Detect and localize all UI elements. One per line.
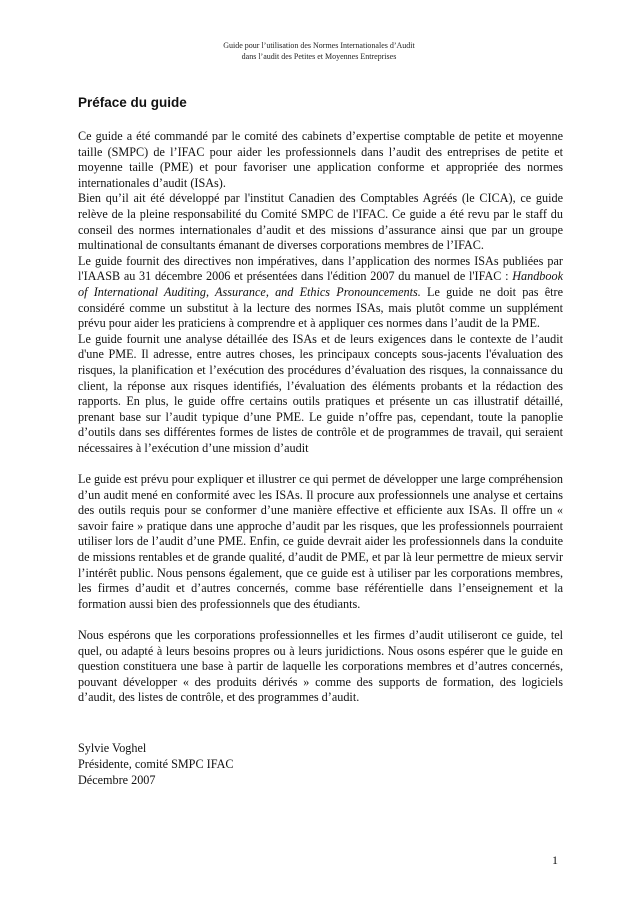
signature-role: Présidente, comité SMPC IFAC — [78, 757, 234, 771]
paragraph-analysis: Le guide fournit une analyse détaillée des ISAs et de leurs exigences dans le contexte de l’audit d'une PME. Il adresse, entre autres choses, les principaux concepts sous-jacents l'évaluation des risques, la planification et l’exécution des procédures d’évaluation des risques, la connaissance du client, la réponse aux risques identifiés, l’évaluation des éléments probants et la rédaction des rapports. En plus, le guide offre certains outils pratiques et présente un cas illustratif détaillé, prenant base sur l’audit typique d’une PME. Le guide n’offre pas, cependant, toute la panoplie d’outils dans ses différentes formes de listes de contrôle et de programmes de travail, qui seraient nécessaires à l’exécution d’une mission d’audit — [78, 331, 563, 455]
paragraph-purpose: Le guide est prévu pour expliquer et illustrer ce qui permet de développer une large compréhension d’un audit mené en conformité avec les ISAs. Il procure aux professionnels une analyse et certains des outils requis pour se conformer d’une manière effective et efficiente aux ISAs. Il offre un « savoir faire » pratique dans une approche d’audit par les risques, que les professionnels pourraient utiliser lors de l’audit d’une PME. Enfin, ce guide devrait aider les professionnels dans la conduite de missions rentables et de grande qualité, d’audit de PME, et par là leur permettre de mieux servir l’intérêt public. Nous pensons également, que ce guide est à utiliser par les corporations membres, les firmes d’audit et d’autres concernés, comme base référentielle dans l’enseignement et la formation aussi bien des professionnels que des étudiants. — [78, 472, 563, 611]
signature-date: Décembre 2007 — [78, 773, 156, 787]
running-header-line-2: dans l’audit des Petites et Moyennes Entreprises — [241, 52, 397, 61]
page-number: 1 — [552, 853, 558, 867]
signature-block — [78, 740, 234, 788]
section-title: Préface du guide — [78, 95, 187, 110]
paragraph-commission: Ce guide a été commandé par le comité des cabinets d’expertise comptable de petite et moyenne taille (SMPC) de l’IFAC pour aider les professionnels dans l’audit des entreprises de petite et moyenne taille (PME) et pour favoriser une application conforme et appropriée des normes internationales d’audit (ISAs). — [78, 129, 563, 190]
paragraph-development: Bien qu’il ait été développé par l'institut Canadien des Comptables Agréés (le CICA), ce guide relève de la pleine responsabilité du Comité SMPC de l'IFAC. Ce guide a été revu par le staff du conseil des normes internationales d’audit et des missions d’assurance ainsi que par un groupe multinational de consultants émanant de diverses corporations membres de l’IFAC. — [78, 191, 563, 253]
paragraph-hope: Nous espérons que les corporations professionnelles et les firmes d’audit utiliseront ce guide, tel quel, ou adapté à leurs besoins propres ou à leurs juridictions. Nous osons espérer que le guide en question constituera une base à partir de laquelle les corporations membres et d’autres concernés, pouvant développer « des produits dérivés » comme des supports de formation, des logiciels d’audit, des listes de contrôle, et des programmes d’audit. — [78, 628, 563, 705]
running-header-line-1: Guide pour l’utilisation des Normes Internationales d’Audit — [223, 41, 415, 50]
preface-body — [78, 129, 563, 706]
handbook-title: Handbook of International Auditing, Assurance, and Ethics Pronouncements. — [78, 269, 563, 299]
paragraph-directives-text-end: Le guide ne doit pas être considéré comme un substitut à la lecture des normes ISAs, mais plutôt comme un supplément prévu pour aider les praticiens à comprendre et à appliquer ces normes dans l’audit de la PME. — [78, 284, 564, 331]
paragraph-directives — [78, 254, 563, 332]
running-header — [0, 40, 638, 62]
signature-name: Sylvie Voghel — [78, 741, 147, 755]
paragraph-directives-text-start: Le guide fournit des directives non impératives, dans l’application des normes ISAs publiées par l'IAASB au 31 décembre 2006 et présentées dans l'édition 2007 du manuel de l'IFAC : — [78, 253, 563, 284]
